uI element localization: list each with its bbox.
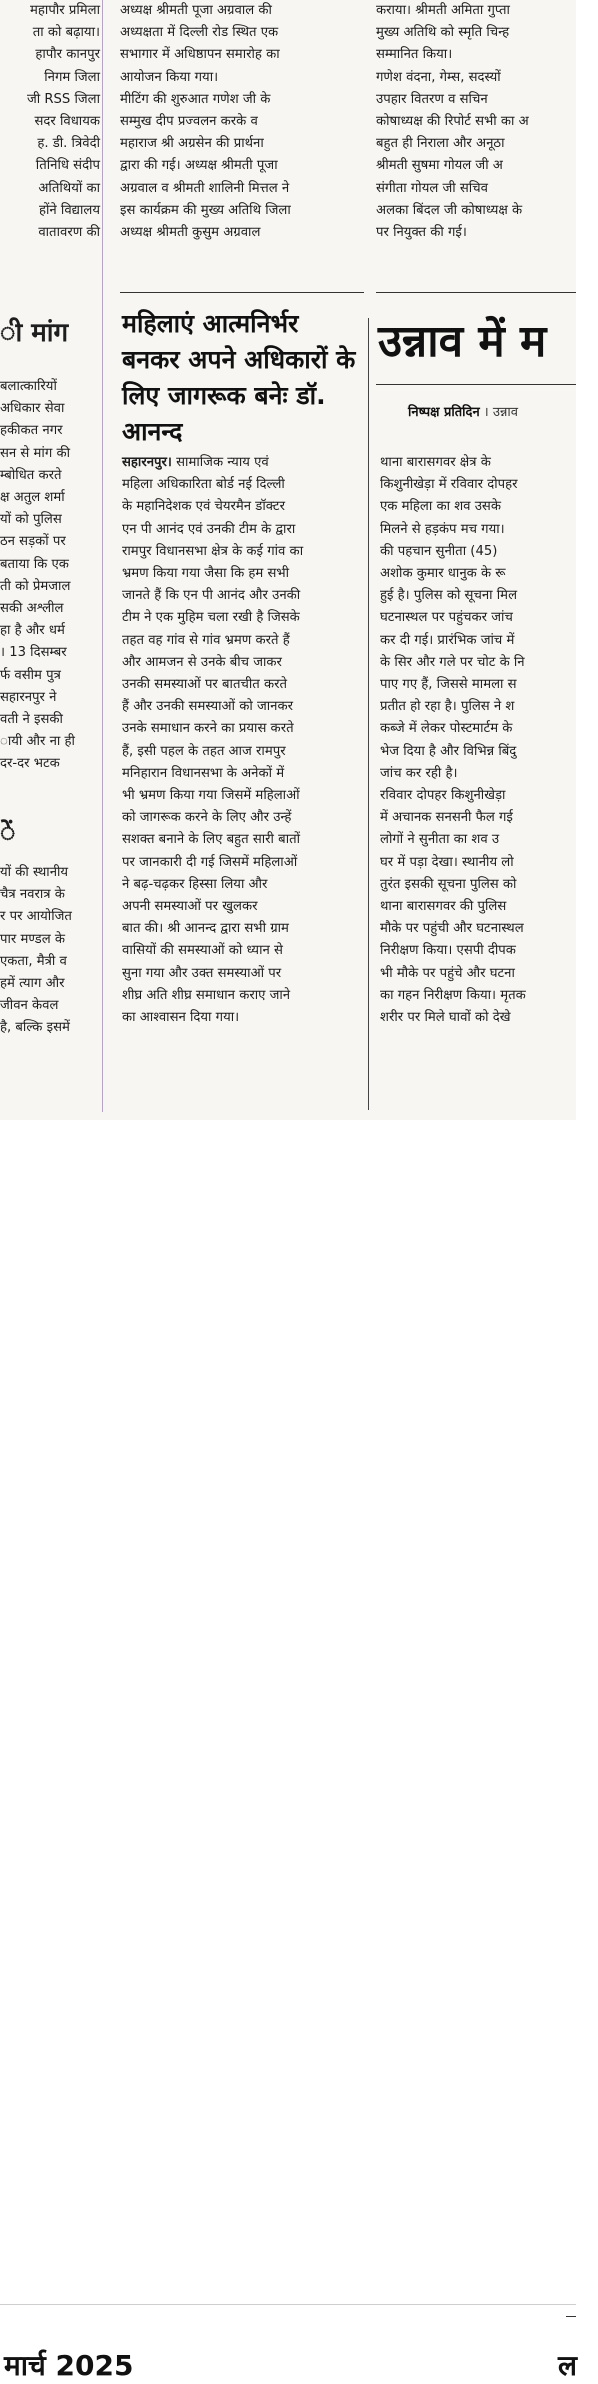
text-line: मुख्य अतिथि को स्मृति चिन्ह	[376, 25, 510, 41]
text-line: तिनिधि संदीप	[35, 158, 100, 174]
text-line: होंने विद्यालय	[39, 202, 100, 218]
text-line: वातावरण की	[38, 225, 100, 241]
footer-tick	[566, 2316, 576, 2317]
middle-article-body: सहारनपुर। सामाजिक न्याय एवं महिला अधिकारिता बोर्ड नई दिल्ली के महानिदेशक एवं चेयरमैन डॉक्टर एन पी आनंद एवं उनकी टीम के द्वारा रामपुर विधानसभा क्षेत्र के कई गांव का भ्रमण किया गया जैसा कि हम सभी जानते हैं कि एन पी आनंद और उनकी टीम ने एक मुहिम चला रखी है जिसके तहत वह गांव से गांव भ्रमण करते हैं और आमजन से उनके बीच जाकर उनकी समस्याओं पर बातचीत करते हैं और उनकी समस्याओं को जानकर उनके समाधान करने का प्रयास करते हैं, इसी पहल के तहत आज रामपुर मनिहारान विधानसभा के अनेकों में भी भ्रमण किया गया जिसमें महिलाओं को जागरूक करने के लिए और उन्हें सशक्त बनाने के लिए बहुत सारी बातों पर जानकारी दी गई जिसमें महिलाओं ने बढ़-चढ़कर हिस्सा लिया और अपनी समस्याओं पर खुलकर बात की। श्री आनन्द द्वारा सभी ग्राम वासियों की समस्याओं को ध्यान से सुना गया और उक्त समस्याओं पर शीघ्र अति शीघ्र समाधान कराए जाने का आश्वासन दिया गया।	[122, 452, 360, 1132]
left-column-mid	[0, 376, 100, 772]
page-footer	[0, 1120, 577, 2382]
text-line: जीवन केवल	[0, 998, 59, 1014]
text-line: जी RSS जिला	[26, 91, 100, 107]
middle-top-column	[120, 0, 360, 300]
text-line: के सिर और गले पर चोट के नि	[380, 654, 525, 670]
text-line: बहुत ही निराला और अनूठा	[376, 136, 505, 152]
text-line: कर दी गई। प्रारंभिक जांच में	[380, 632, 515, 648]
text-line: एन पी आनंद एवं उनकी टीम के द्वारा	[122, 521, 296, 537]
text-line: और आमजन से उनके बीच जाकर	[122, 654, 282, 670]
text-line: महाराज श्री अग्रसेन की प्रार्थना	[120, 136, 264, 152]
text-line: निरीक्षण किया। एसपी दीपक	[380, 943, 516, 959]
text-line: भी मौके पर पहुंचे और घटना	[380, 965, 515, 981]
text-line: ायी और ना ही	[0, 734, 75, 750]
text-line: अशोक कुमार धानुक के रू	[380, 566, 506, 582]
text-line: र पर आयोजित	[0, 909, 72, 925]
text-line: मौके पर पहुंची और घटनास्थल	[380, 921, 524, 937]
left-headline-2: ें	[0, 818, 16, 848]
text-line: सुना गया और उक्त समस्याओं पर	[122, 965, 282, 981]
text-line: शरीर पर मिले घावों को देखे	[380, 1010, 511, 1026]
text-line: थाना बारासगवर क्षेत्र के	[380, 455, 491, 470]
text-line: शीघ्र अति शीघ्र समाधान कराए जाने	[122, 987, 291, 1003]
text-line: महिला अधिकारिता बोर्ड नई दिल्ली	[122, 477, 285, 493]
text-line: पार मण्डल के	[0, 931, 65, 947]
text-line: कब्जे में लेकर पोस्टमार्टम के	[380, 721, 513, 737]
left-headline: ी मांग	[0, 318, 69, 348]
text-line: तहत वह गांव से गांव भ्रमण करते हैं	[122, 632, 290, 648]
text-line: सम्मुख दीप प्रज्वलन करके व	[120, 114, 258, 130]
middle-top-rule	[120, 292, 364, 293]
byline-source: निष्पक्ष प्रतिदिन	[408, 405, 480, 420]
right-article-body	[380, 452, 580, 1132]
text-line: कोषाध्यक्ष की रिपोर्ट सभी का अ	[376, 114, 529, 130]
text-line: भ्रमण किया गया जैसा कि हम सभी	[122, 566, 290, 582]
text-line: का गहन निरीक्षण किया। मृतक	[380, 987, 526, 1003]
text-line: अधिकार सेवा	[0, 401, 65, 417]
text-line: ता को बढ़ाया।	[32, 25, 100, 41]
dateline: सहारनपुर।	[122, 455, 172, 470]
text-line: कराया। श्रीमती अमिता गुप्ता	[376, 3, 510, 18]
text-line: बलात्कारियों	[0, 379, 57, 394]
text-line: पर जानकारी दी गई जिसमें महिलाओं	[122, 854, 298, 870]
text-line: किशुनीखेड़ा में रविवार दोपहर	[380, 477, 518, 493]
column-separator	[102, 0, 103, 1112]
text-line: हुई है। पुलिस को सूचना मिल	[380, 588, 518, 604]
text-line: के महानिदेशक एवं चेयरमैन डॉक्टर	[122, 499, 285, 515]
text-line: जानते हैं कि एन पी आनंद और उनकी	[122, 588, 301, 604]
text-line: मनिहारान विधानसभा के अनेकों में	[122, 765, 285, 781]
text-line: इस कार्यक्रम की मुख्य अतिथि जिला	[120, 202, 291, 218]
text-line: ने बढ़-चढ़कर हिस्सा लिया और	[122, 876, 268, 892]
text-line: सभागार में अधिष्ठापन समारोह का	[120, 47, 280, 63]
text-line: की पहचान सुनीता (45)	[380, 543, 498, 559]
byline	[408, 402, 518, 420]
text-line: थाना बारासगवर की पुलिस	[380, 899, 507, 915]
text-line: प्रतीत हो रहा है। पुलिस ने श	[380, 699, 515, 715]
text-line: श्रीमती सुषमा गोयल जी अ	[376, 158, 503, 174]
text-line: को जागरूक करने के लिए और उन्हें	[122, 810, 292, 826]
text-line: अध्यक्ष श्रीमती कुसुम अग्रवाल	[120, 225, 261, 241]
byline-place: । उन्नाव	[479, 405, 518, 420]
text-line: अलका बिंदल जी कोषाध्यक्ष के	[376, 202, 523, 218]
text-line: वती ने इसकी	[0, 712, 63, 728]
text-line: ह. डी. त्रिवेदी	[37, 136, 100, 152]
issue-date: मार्च 2025	[4, 2349, 134, 2382]
text-line: अध्यक्षता में दिल्ली रोड स्थित एक	[120, 25, 279, 41]
right-top-rule	[376, 292, 576, 293]
text-line: र्फ वसीम पुत्र	[0, 667, 61, 683]
text-line: रामपुर विधानसभा क्षेत्र के कई गांव का	[122, 543, 304, 559]
text-line: हैं और उनकी समस्याओं को जानकर	[122, 699, 293, 715]
text-line: चैत्र नवरात्र के	[0, 887, 65, 903]
text-line: भेज दिया है और विभिन्न बिंदु	[380, 743, 517, 759]
middle-article-headline: महिलाएं आत्मनिर्भर बनकर अपने अधिकारों के लिए जागरूक बनेः डॉ. आनन्द	[122, 309, 356, 446]
text-line: में अचानक सनसनी फैल गई	[380, 810, 513, 826]
text-line: बात की। श्री आनन्द द्वारा सभी ग्राम	[122, 921, 289, 937]
text-line: गणेश वंदना, गेम्स, सदस्यों	[376, 69, 501, 85]
left-column-bottom	[0, 862, 100, 1122]
text-line: उपहार वितरण व सचिन	[376, 91, 488, 107]
text-line: सहारनपुर ने	[0, 689, 57, 705]
text-line: एकता, मैत्री व	[0, 953, 67, 969]
text-line: बताया कि एक	[0, 556, 69, 572]
text-line: अतिथियों का	[38, 180, 100, 196]
text-line: घटनास्थल पर पहुंचकर जांच	[380, 610, 513, 626]
text-line: सम्मानित किया।	[376, 47, 453, 63]
text-line: ठन सड़कों पर	[0, 534, 66, 550]
text-line: का आश्वासन दिया गया।	[122, 1010, 240, 1026]
text-line: मिलने से हड़कंप मच गया।	[380, 521, 505, 537]
text-line: हा है और धर्म	[0, 623, 65, 639]
text-line: है, बल्कि इसमें	[0, 1020, 70, 1036]
text-line: हमें त्याग और	[0, 976, 65, 992]
text-line: सकी अश्लील	[0, 601, 64, 617]
text-line: तुरंत इसकी सूचना पुलिस को	[380, 876, 517, 892]
text-line: यों को पुलिस	[0, 512, 62, 528]
text-line: । 13 दिसम्बर	[0, 645, 67, 661]
text-line: अग्रवाल व श्रीमती शालिनी मित्तल ने	[120, 180, 290, 196]
footer-rule	[0, 2304, 576, 2305]
text-line: सशक्त बनाने के लिए बहुत सारी बातों	[122, 832, 301, 848]
text-line: निगम जिला	[44, 69, 100, 85]
text-line: रविवार दोपहर किशुनीखेड़ा	[380, 788, 506, 804]
right-article-headline: उन्नाव में म	[378, 316, 547, 367]
text-line: पर नियुक्त की गई।	[376, 225, 467, 241]
text-line: सन से मांग की	[0, 445, 70, 461]
text-line: हापौर कानपुर	[35, 47, 100, 63]
text-line: उनकी समस्याओं पर बातचीत करते	[122, 677, 288, 693]
text-line: म्बोधित करते	[0, 467, 62, 483]
text-line: महापौर प्रमिला	[30, 3, 100, 18]
text-line: घर में पड़ा देखा। स्थानीय लो	[380, 854, 514, 870]
text-line: द्वारा की गई। अध्यक्ष श्रीमती पूजा	[120, 158, 278, 174]
right-top-column	[376, 0, 596, 300]
text-line: सदर विधायक	[34, 114, 100, 130]
text-line: ती को प्रेमजाल	[0, 578, 71, 594]
text-line: संगीता गोयल जी सचिव	[376, 180, 488, 196]
text-line: अपनी समस्याओं पर खुलकर	[122, 899, 258, 915]
text-line: भी भ्रमण किया गया जिसमें महिलाओं	[122, 788, 300, 804]
text-line: आयोजन किया गया।	[120, 69, 219, 85]
text-line: जांच कर रही है।	[380, 765, 458, 781]
text-line: टीम ने एक मुहिम चला रखी है जिसके	[122, 610, 300, 626]
text-line: हैं, इसी पहल के तहत आज रामपुर	[122, 743, 286, 759]
text-line: मीटिंग की शुरुआत गणेश जी के	[120, 91, 271, 107]
text-line: दर-दर भटक	[0, 756, 60, 772]
text-line: यों की स्थानीय	[0, 865, 69, 880]
text-line: लोगों ने सुनीता का शव उ	[380, 832, 500, 848]
text-line: हकीकत नगर	[0, 423, 63, 439]
text-line: उनके समाधान करने का प्रयास करते	[122, 721, 294, 737]
text-line: एक महिला का शव उसके	[380, 499, 501, 515]
text-line: अध्यक्ष श्रीमती पूजा अग्रवाल की	[120, 3, 272, 18]
text-line: वासियों की समस्याओं को ध्यान से	[122, 943, 283, 959]
mid-right-separator	[368, 318, 369, 1110]
text-line: पाए गए हैं, जिससे मामला स	[380, 677, 517, 693]
footer-corner-text: ल	[558, 2349, 577, 2382]
right-headline-rule	[376, 384, 576, 385]
newspaper-page	[0, 0, 576, 1120]
text-line: क्ष अतुल शर्मा	[0, 490, 65, 506]
